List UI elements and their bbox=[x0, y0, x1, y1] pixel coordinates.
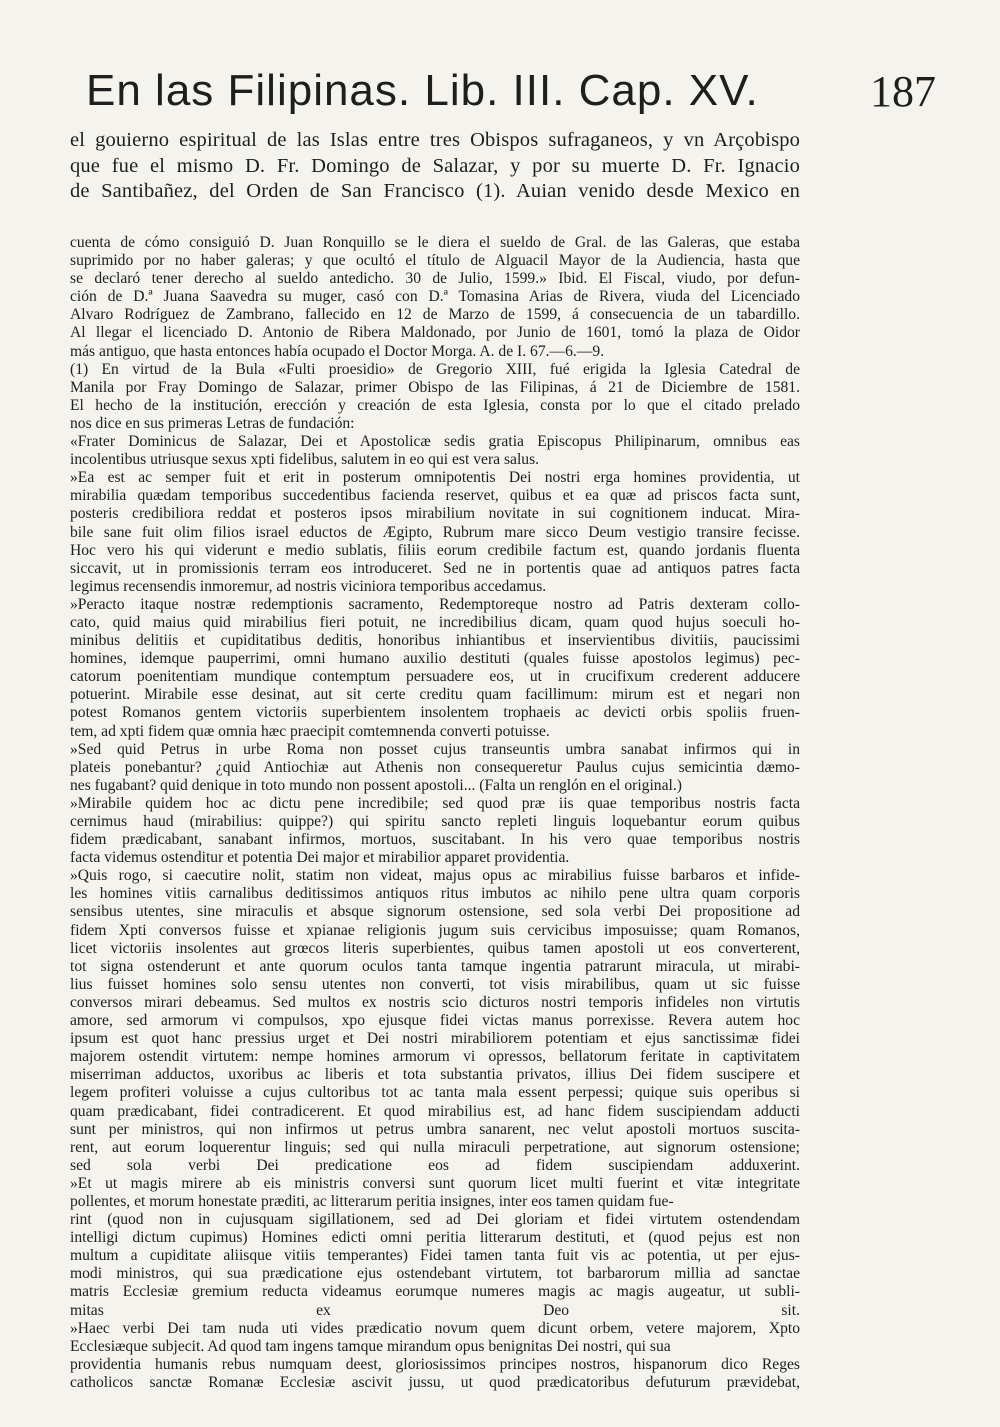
footnote-line: ipsum est quot hanc pressius urget et Dei nostri mirabiliorem potentiam et ejus sanctissimæ fidei bbox=[70, 1030, 800, 1048]
footnote-line: se declaró tener derecho al sueldo antedicho. 30 de Julio, 1599.» Ibid. El Fiscal, viudo, por defun- bbox=[70, 270, 800, 288]
footnote-line: siccavit, ut in promissionis terram eos introduceret. Sed ne in portentis quae ad antiquos patres facta bbox=[70, 559, 800, 577]
footnote-line: potest Romanos gentem victoriis superbientem insolentem trophaeis ac devicti orbis spoliis fruen- bbox=[70, 704, 800, 722]
footnote-line: cato, quid maius quid mirabilius fieri potuit, ne incredibilius dicam, quam quod hujus soeculi ho- bbox=[70, 613, 800, 631]
footnote-line: El hecho de la institución, erección y creación de esta Iglesia, consta por lo que el citado prelado bbox=[70, 396, 800, 414]
footnote-line: nes fugabant? quid denique in toto mundo non possent apostoli... (Falta un renglón en el original.) bbox=[70, 776, 682, 794]
footnote-line: bile sane fuit olim filios israel eductos de Ægipto, Rubrum mare sicco Deum vestigio transire fecisse. bbox=[70, 523, 800, 541]
footnote-line: legimus recensendis inmoremur, ad nostris viciniora temporibus accedamus. bbox=[70, 577, 547, 595]
footnote-line: »Et ut magis mirere ab eis ministris conversi sunt quorum licet multi fuerint et vitæ integritate bbox=[70, 1174, 800, 1192]
footnote-line: mitas ex Deo sit. bbox=[70, 1301, 800, 1319]
footnote-line: lius fuisset homines solo sensu utentes non converti, tot visis mirabilibus, quam ut sic fuisse bbox=[70, 975, 800, 993]
footnote-line: »Peracto itaque nostræ redemptionis sacramento, Redemptoreque nostro ad Patris dexteram collo- bbox=[70, 595, 800, 613]
footnote-line: sed sola verbi Dei predicatione eos ad fidem suscipiendam adduxerint. bbox=[70, 1156, 800, 1174]
footnote-line: más antiguo, que hasta entonces había ocupado el Doctor Morga. A. de I. 67.—6.—9. bbox=[70, 342, 605, 360]
footnote-line: »Quis rogo, si caecutire nolit, statim non videat, majus opus ac mirabilius fuisse barbaros et infide- bbox=[70, 867, 800, 885]
footnote-line: sunt per ministros, qui non infirmos ut petrus umbra sanarent, nec velut apostoli mortuos suscita- bbox=[70, 1120, 800, 1138]
footnote-line: «Frater Dominicus de Salazar, Dei et Apostolicæ sedis gratia Episcopus Philipinarum, omnibus eas bbox=[70, 433, 800, 451]
footnote-line: licet victoriis insolentes aut grœcos literis superbientes, quibus tamen apostoli ut eos converterent, bbox=[70, 939, 800, 957]
footnote-line: Alvaro Rodríguez de Zambrano, fallecido en 12 de Marzo de 1599, á consecuencia de un tabardillo. bbox=[70, 306, 800, 324]
footnote-line: (1) En virtud de la Bula «Fulti proesidio» de Gregorio XIII, fué erigida la Iglesia Catedral de bbox=[70, 360, 800, 378]
footnote-line: les homines vitiis carnalibus deditissimos antiquos ritus imbutos ac nihilo pene ultra quam corporis bbox=[70, 885, 800, 903]
footnote-line: suprimido por no haber galeras; y que ocultó el título de Alguacil Mayor de la Audiencia, hasta que bbox=[70, 252, 800, 270]
footnote-line: mirabilia quædam temporibus succedentibus facienda reservet, quibus et ea quæ ad priscos facta sunt, bbox=[70, 487, 800, 505]
footnote-line: rent, aut eorum loquerentur linguis; sed qui nulla miraculi perpetratione, aut signorum ostensione; bbox=[70, 1138, 800, 1156]
footnotes bbox=[70, 234, 800, 1392]
footnote-line: homines, idemque pauperrimi, omni humano auxilio destituti (quales fuisse apostolos legimus) pec- bbox=[70, 650, 800, 668]
footnote-line: facta videmus ostenditur et potentia Dei major et mirabilior apparet providentia. bbox=[70, 849, 570, 867]
footnote-line: incolentibus utriusque sexus xpti fidelibus, salutem in eo qui est vera salus. bbox=[70, 451, 540, 469]
footnote-line: miserriman adductos, uxoribus ac liberis et tota substantia privatos, illius Dei fidem suscipere et bbox=[70, 1066, 800, 1084]
footnote-line: minibus delitiis et cupiditatibus deditis, honoribus inhiantibus et inservientibus divitiis, paucissimi bbox=[70, 632, 800, 650]
footnote-line: »Haec verbi Dei tam nuda uti vides prædicatio novum quem dicunt orbem, vetere majorem, Xpto bbox=[70, 1319, 800, 1337]
footnote-line: legem profiteri voluisse a cujus cultoribus tot ac tanta mala essent perpessi; quique suis operibus si bbox=[70, 1084, 800, 1102]
text-line: el gouierno espiritual de las Islas entre tres Obispos sufraganeos, y vn Arçobispo bbox=[70, 129, 800, 151]
page-header bbox=[86, 66, 936, 126]
footnote-line: matris Ecclesiæ gremium reducta videamus eorumque numeres magis ac magis augeatur, ut subli- bbox=[70, 1283, 800, 1301]
footnote-line: fidem Xpti conversos fuisse et xpianae religionis jugum suis cervicibus imposuisse; quam Romanos, bbox=[70, 921, 800, 939]
footnote-line: cuenta de cómo consiguió D. Juan Ronquillo se le diera el sueldo de Gral. de las Galeras, que estaba bbox=[70, 234, 800, 251]
footnote-line: »Ea est ac semper fuit et erit in posterum omnipotentis Dei nostri erga homines providentia, ut bbox=[70, 469, 800, 487]
footnote-line: catorum poenitentiam mundique contemptum persuadere eos, ut in crucifixum crederent adducere bbox=[70, 668, 800, 686]
main-text bbox=[70, 128, 800, 205]
footnote-line: Manila por Fray Domingo de Salazar, primer Obispo de las Filipinas, á 21 de Diciembre de 1581. bbox=[70, 378, 800, 396]
footnote-line: Ecclesiæque subjecit. Ad quod tam ingens tamque mirandum opus benignitas Dei nostri, qui sua bbox=[70, 1337, 671, 1355]
footnote-line: Al llegar el licenciado D. Antonio de Ribera Maldonado, por Junio de 1601, tomó la plaza de Oidor bbox=[70, 324, 800, 342]
footnote-line: pollentes, et morum honestate præditi, ac litterarum peritia insignes, inter eos tamen quidam fue- bbox=[70, 1192, 674, 1210]
footnote-line: majorem ostendit virtutem: nempe homines armorum vi opressos, bellatorum feritate in captivitatem bbox=[70, 1048, 800, 1066]
footnote-line: intelligi dictum cupimus) Homines edicti omni peritia litterarum destituti, et (quod pejus est non bbox=[70, 1229, 800, 1247]
footnote-line: tem, ad xpti fidem quæ omnia hæc praecipit comtemnenda converti potuisse. bbox=[70, 722, 550, 740]
footnote-line: providentia humanis rebus numquam deest, gloriosissimos principes nostros, hispanorum dico Reges bbox=[70, 1355, 800, 1373]
text-line: de Santibañez, del Orden de San Francisco (1). Auian venido desde Mexico en bbox=[70, 180, 800, 202]
footnote-line: posteris credibiliora reddat et posteros ipsos mirabilium novitate in sui cognitionem inducat. Mira- bbox=[70, 505, 800, 523]
footnote-line: amore, sed armorum vi compulsos, xpo ejusque fidei victas manus porrexisse. Revera autem hoc bbox=[70, 1012, 800, 1030]
footnote-line: »Mirabile quidem hoc ac dictu pene incredibile; sed quod præ iis quae temporibus nostris facta bbox=[70, 794, 800, 812]
footnote-line: catholicos sanctæ Romanæ Ecclesiæ ascivit jussu, ut quod prædicatoribus defuturum prævidebat, bbox=[70, 1373, 800, 1391]
footnote-line: potuerint. Mirabile esse desinat, aut sit certe creditu quam facillimum: mirum est et negari non bbox=[70, 686, 800, 704]
footnote-line: multum a cupiditate aliisque vitiis temperantes) Fidei tamen tanta fuit vis ac potentia, ut per ejus- bbox=[70, 1247, 800, 1265]
page-number: 187 bbox=[870, 67, 936, 116]
footnote-line: quam prædicabant, fidei contradicerent. Et quod mirabilius est, ad hanc fidem suscipiendam adducti bbox=[70, 1102, 800, 1120]
footnote-line: modi ministros, qui sua prædicatione ejus ostendebant virtutem, tot barbarorum millia ad sanctae bbox=[70, 1265, 800, 1283]
footnote-line: sensibus utentes, sine miraculis et absque signorum ostensione, sed sola verbi Dei propositione ad bbox=[70, 903, 800, 921]
footnote-line: rint (quod non in cujusquam sigillationem, sed ad Dei gloriam et fidei virtutem ostendendam bbox=[70, 1211, 800, 1229]
footnote-line: nos dice en sus primeras Letras de fundación: bbox=[70, 414, 355, 432]
text-line: que fue el mismo D. Fr. Domingo de Salazar, y por su muerte D. Fr. Ignacio bbox=[70, 154, 800, 177]
footnote-line: conversos mirari debeamus. Sed multos ex nostris scio dicturos nostri temporis infideles non virtutis bbox=[70, 993, 800, 1011]
running-title: En las Filipinas. Lib. III. Cap. XV. bbox=[86, 66, 759, 115]
footnote-line: Hoc vero his qui viderunt e medio sublatis, filiis eorum credibile factum est, quando jordanis fluenta bbox=[70, 541, 800, 559]
footnote-line: plateis ponebantur? ¿quid Antiochiæ aut Athenis non consequeretur Paulus cujus semicintia dæmo- bbox=[70, 758, 800, 776]
footnote-line: tot signa ostenderunt et ante quorum oculos tanta tamque ingentia patrarunt miracula, ut mirabi- bbox=[70, 957, 800, 975]
footnote-line: cernimus haud (mirabilius: quippe?) qui spiritu sancto repleti linguis loquebantur eorum quibus bbox=[70, 813, 800, 830]
footnote-line: fidem prædicabant, sanabant infirmos, mortuos, suscitabant. In his vero quae temporibus nostris bbox=[70, 831, 800, 849]
footnote-line: ción de D.ª Juana Saavedra su muger, casó con D.ª Tomasina Arias de Rivera, viuda del Licenciado bbox=[70, 288, 800, 306]
footnote-line: »Sed quid Petrus in urbe Roma non posset cujus transeuntis umbra sanabat infirmos qui in bbox=[70, 740, 800, 758]
